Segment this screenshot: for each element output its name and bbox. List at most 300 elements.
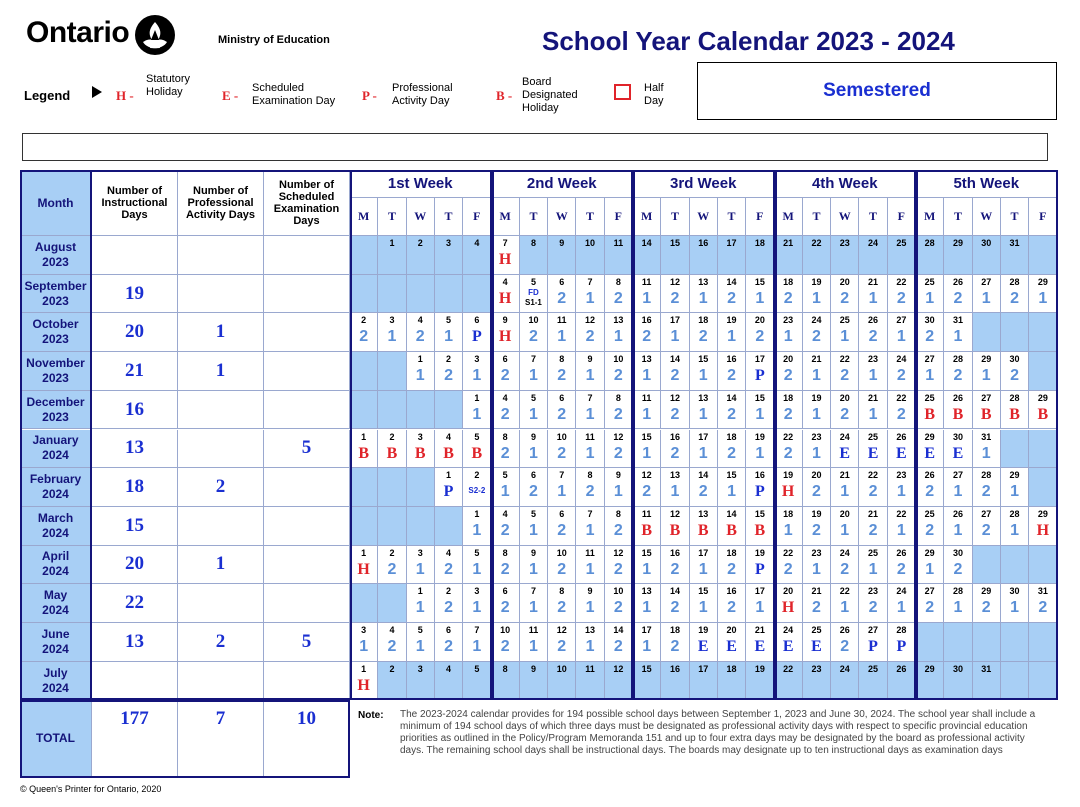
day-cell bbox=[520, 584, 548, 623]
day-number: 14 bbox=[613, 625, 624, 635]
day-cell bbox=[633, 584, 661, 623]
day-code: 1 bbox=[755, 405, 765, 423]
day-code: 2 bbox=[840, 405, 850, 423]
day-number: 29 bbox=[924, 431, 935, 442]
day-code: P bbox=[754, 367, 765, 385]
day-code: 2 bbox=[670, 444, 680, 462]
day-number: 29 bbox=[1037, 392, 1048, 403]
day-cell bbox=[831, 662, 859, 701]
day-number: 16 bbox=[698, 238, 709, 248]
day-code: 2 bbox=[896, 289, 906, 307]
day-code: 2 bbox=[670, 367, 680, 385]
day-cell bbox=[690, 623, 718, 662]
empty-day-cell bbox=[1029, 430, 1057, 469]
day-code: 1 bbox=[472, 599, 482, 617]
day-code: 1 bbox=[1010, 521, 1019, 539]
day-number: 9 bbox=[530, 547, 536, 558]
day-number: 5 bbox=[474, 431, 480, 442]
day-cell bbox=[831, 546, 859, 585]
day-cell bbox=[520, 507, 548, 546]
day-cell bbox=[1001, 507, 1029, 546]
month-year: 2024 bbox=[42, 525, 69, 540]
day-cell bbox=[492, 546, 520, 585]
day-number: 18 bbox=[698, 315, 709, 326]
day-code: 2 bbox=[1010, 289, 1019, 307]
month-name: April bbox=[41, 549, 70, 564]
half-day-swatch bbox=[614, 84, 631, 100]
instructional-days-count: 22 bbox=[92, 584, 178, 623]
day-cell bbox=[520, 468, 548, 507]
day-number: 5 bbox=[474, 547, 480, 558]
pa-days-count bbox=[178, 662, 264, 701]
day-number: 31 bbox=[952, 315, 963, 326]
day-code: 2 bbox=[500, 599, 510, 617]
day-cell bbox=[463, 430, 491, 469]
day-cell bbox=[576, 662, 604, 701]
day-cell bbox=[407, 546, 435, 585]
day-code: B bbox=[358, 444, 369, 462]
day-cell bbox=[350, 313, 378, 352]
day-code: E bbox=[896, 444, 907, 462]
day-number: 30 bbox=[952, 431, 963, 442]
day-cell bbox=[944, 275, 972, 314]
day-cell bbox=[831, 430, 859, 469]
day-code: 2 bbox=[557, 405, 567, 423]
day-code: 2 bbox=[981, 521, 991, 539]
day-cell bbox=[973, 236, 1001, 275]
weekday-header: T bbox=[718, 198, 746, 236]
empty-day-cell bbox=[378, 584, 406, 623]
day-number: 4 bbox=[446, 431, 452, 442]
day-cell bbox=[803, 352, 831, 391]
total-label: TOTAL bbox=[20, 700, 92, 778]
day-code: P bbox=[868, 638, 878, 655]
day-number: 10 bbox=[585, 238, 596, 248]
day-cell bbox=[463, 236, 491, 275]
day-cell bbox=[775, 468, 803, 507]
day-cell bbox=[718, 623, 746, 662]
day-number: 22 bbox=[783, 547, 794, 558]
day-number: 29 bbox=[924, 547, 935, 558]
day-number: 4 bbox=[446, 663, 452, 674]
day-cell bbox=[888, 584, 916, 623]
month-label bbox=[20, 623, 92, 662]
month-year: 2023 bbox=[42, 332, 69, 347]
day-number: 20 bbox=[811, 470, 822, 481]
day-cell bbox=[576, 391, 604, 430]
day-code: E bbox=[782, 638, 794, 655]
day-number: 7 bbox=[530, 586, 536, 597]
day-number: 24 bbox=[896, 354, 907, 365]
day-cell bbox=[888, 313, 916, 352]
day-cell bbox=[576, 275, 604, 314]
day-number: 23 bbox=[896, 470, 907, 481]
day-code: 2 bbox=[783, 444, 793, 462]
day-code: 2 bbox=[557, 521, 567, 539]
day-number: 1 bbox=[389, 238, 395, 248]
day-number: 17 bbox=[726, 238, 737, 248]
day-code: 2 bbox=[500, 405, 510, 423]
day-code: 2 bbox=[387, 560, 397, 578]
day-number: 11 bbox=[641, 276, 652, 287]
day-cell bbox=[859, 546, 887, 585]
day-cell bbox=[775, 623, 803, 662]
day-number: 13 bbox=[613, 315, 624, 326]
day-code: 2 bbox=[500, 560, 510, 578]
day-cell bbox=[944, 468, 972, 507]
day-code: 1 bbox=[585, 367, 595, 385]
month-name: January bbox=[32, 433, 79, 448]
day-code: 2 bbox=[642, 328, 652, 346]
day-code: 1 bbox=[472, 521, 482, 539]
day-cell bbox=[661, 546, 689, 585]
day-number: 27 bbox=[981, 276, 992, 287]
day-code: 2 bbox=[557, 599, 567, 617]
day-cell bbox=[859, 430, 887, 469]
empty-day-cell bbox=[350, 236, 378, 275]
day-number: 10 bbox=[500, 625, 511, 635]
day-code: 2 bbox=[613, 405, 623, 423]
copyright-footer: © Queen's Printer for Ontario, 2020 bbox=[20, 784, 162, 794]
day-number: 8 bbox=[502, 663, 508, 674]
instructional-days-count: 20 bbox=[92, 546, 178, 585]
day-number: 25 bbox=[839, 315, 850, 326]
weekday-header: F bbox=[463, 198, 491, 236]
day-number: 26 bbox=[896, 431, 907, 442]
week-header-1: 1st Week bbox=[350, 170, 492, 198]
day-number: 21 bbox=[811, 354, 822, 365]
day-number: 25 bbox=[896, 238, 907, 248]
weekday-header: T bbox=[944, 198, 972, 236]
empty-day-cell bbox=[378, 352, 406, 391]
day-number: 5 bbox=[446, 315, 452, 326]
day-cell bbox=[690, 275, 718, 314]
total-instructional: 177 bbox=[92, 700, 178, 778]
week-header-3: 3rd Week bbox=[633, 170, 775, 198]
day-cell bbox=[888, 468, 916, 507]
day-cell bbox=[661, 430, 689, 469]
day-cell bbox=[605, 313, 633, 352]
day-number: 15 bbox=[754, 392, 765, 403]
weekday-header: M bbox=[775, 198, 803, 236]
day-cell bbox=[746, 662, 774, 701]
day-code: 1 bbox=[528, 367, 538, 385]
day-code: 1 bbox=[981, 367, 991, 385]
day-number: 12 bbox=[556, 625, 567, 635]
month-year: 2023 bbox=[42, 293, 69, 308]
legend-text-pa: Professional Activity Day bbox=[392, 82, 453, 107]
day-number: 2 bbox=[446, 586, 452, 597]
day-cell bbox=[633, 275, 661, 314]
pa-days-count bbox=[178, 584, 264, 623]
day-code: 2 bbox=[528, 328, 538, 346]
day-cell bbox=[888, 391, 916, 430]
day-number: 13 bbox=[641, 586, 652, 597]
empty-day-cell bbox=[378, 507, 406, 546]
day-code: B bbox=[443, 444, 454, 462]
day-cell bbox=[803, 507, 831, 546]
empty-day-cell bbox=[407, 507, 435, 546]
day-code: B bbox=[1037, 405, 1049, 423]
day-number: 17 bbox=[698, 547, 709, 558]
day-code: B bbox=[1009, 405, 1020, 423]
day-code: P bbox=[896, 638, 907, 655]
day-cell bbox=[916, 546, 944, 585]
day-code: 2 bbox=[444, 367, 453, 385]
day-cell bbox=[576, 352, 604, 391]
day-code: P bbox=[754, 483, 765, 501]
day-cell bbox=[944, 662, 972, 701]
day-number: 21 bbox=[839, 470, 850, 481]
day-cell bbox=[803, 430, 831, 469]
day-number: 1 bbox=[417, 586, 423, 597]
day-code: 1 bbox=[755, 289, 765, 307]
day-code: 2 bbox=[727, 444, 736, 462]
day-code: 1 bbox=[925, 289, 935, 307]
day-number: 5 bbox=[417, 625, 423, 635]
total-pa: 7 bbox=[178, 700, 264, 778]
day-number: 29 bbox=[1009, 470, 1020, 481]
day-number: 16 bbox=[726, 586, 737, 597]
day-cell bbox=[746, 275, 774, 314]
day-number: 24 bbox=[811, 315, 822, 326]
ontario-logo-text: Ontario bbox=[26, 16, 130, 49]
day-code: 1 bbox=[755, 599, 765, 617]
day-number: 22 bbox=[783, 663, 794, 674]
pa-days-count bbox=[178, 236, 264, 275]
day-number: 13 bbox=[641, 354, 652, 365]
day-cell bbox=[973, 662, 1001, 701]
day-code: 1 bbox=[840, 521, 850, 539]
day-code: 1 bbox=[642, 599, 652, 617]
day-code: 1 bbox=[811, 444, 821, 462]
day-cell bbox=[775, 507, 803, 546]
day-code: H bbox=[781, 483, 795, 501]
day-cell bbox=[661, 507, 689, 546]
day-code: 1 bbox=[868, 560, 878, 578]
day-code: 2 bbox=[811, 599, 821, 617]
instructional-days-count: 13 bbox=[92, 623, 178, 662]
day-code: 1 bbox=[783, 521, 793, 539]
day-number: 12 bbox=[669, 392, 680, 403]
day-cell bbox=[690, 391, 718, 430]
instructional-days-count: 13 bbox=[92, 430, 178, 469]
month-year: 2024 bbox=[42, 487, 69, 502]
day-number: 3 bbox=[361, 625, 367, 635]
day-cell bbox=[661, 623, 689, 662]
day-number: 17 bbox=[754, 354, 765, 365]
day-number: 27 bbox=[981, 392, 992, 403]
day-code: 2 bbox=[727, 599, 736, 617]
empty-day-cell bbox=[378, 391, 406, 430]
blank-info-bar bbox=[22, 133, 1048, 161]
day-number: 12 bbox=[669, 276, 680, 287]
day-number: 22 bbox=[896, 508, 907, 519]
day-code: 2 bbox=[925, 328, 935, 346]
day-cell bbox=[576, 507, 604, 546]
empty-day-cell bbox=[350, 507, 378, 546]
day-number: 4 bbox=[502, 276, 508, 287]
day-code: 2 bbox=[613, 599, 623, 617]
day-code: E bbox=[867, 444, 879, 462]
day-code: 1 bbox=[896, 521, 906, 539]
day-cell bbox=[605, 391, 633, 430]
day-code: 1 bbox=[557, 483, 567, 501]
day-cell bbox=[576, 468, 604, 507]
day-code: H bbox=[498, 328, 512, 346]
day-cell bbox=[775, 352, 803, 391]
day-code: E bbox=[952, 444, 964, 462]
day-number: 11 bbox=[641, 508, 652, 519]
day-number: 25 bbox=[868, 663, 879, 674]
day-code: 1 bbox=[670, 483, 680, 501]
day-cell bbox=[492, 662, 520, 701]
day-cell bbox=[548, 352, 576, 391]
empty-day-cell bbox=[1029, 623, 1057, 662]
day-number: 30 bbox=[952, 547, 963, 558]
day-code: 1 bbox=[925, 367, 935, 385]
day-number: 3 bbox=[474, 586, 480, 597]
day-number: 25 bbox=[868, 431, 879, 442]
day-number: 24 bbox=[783, 625, 794, 635]
day-code: 1 bbox=[528, 444, 538, 462]
day-cell bbox=[803, 236, 831, 275]
month-name: August bbox=[34, 239, 77, 254]
day-number: 6 bbox=[502, 354, 508, 365]
day-code: 1 bbox=[472, 560, 482, 578]
exam-days-count bbox=[264, 313, 350, 352]
day-cell bbox=[690, 662, 718, 701]
day-number: 23 bbox=[868, 586, 879, 597]
day-code: 2 bbox=[585, 483, 595, 501]
day-cell bbox=[661, 662, 689, 701]
day-code: E bbox=[754, 638, 766, 655]
day-cell bbox=[718, 313, 746, 352]
day-number: 20 bbox=[754, 315, 765, 326]
exam-days-count: 5 bbox=[264, 430, 350, 469]
day-code: 1 bbox=[670, 328, 680, 346]
day-number: 21 bbox=[868, 392, 879, 403]
day-number: 1 bbox=[474, 508, 480, 519]
day-code: 2 bbox=[500, 444, 510, 462]
day-code: 1 bbox=[868, 405, 878, 423]
empty-day-cell bbox=[407, 275, 435, 314]
day-code: 2 bbox=[359, 328, 369, 346]
day-cell bbox=[492, 313, 520, 352]
note-text: The 2023-2024 calendar provides for 194 possible school days between September 1, 2023 and June 30, 2024. The school year shall include a minimum of 194 school days of which three days must be designated as professional activity days with respect to specific provincial education priorities as outlined in the Policy/Program Memoranda 151 and up to four extra days may be designated by the board as professional activity days. The remaining school days shall be instructional days. The boards may designate up to ten instructional days as examination days bbox=[400, 709, 1036, 756]
weekday-header: W bbox=[973, 198, 1001, 236]
day-code: B bbox=[471, 444, 483, 462]
day-cell bbox=[548, 313, 576, 352]
day-code: H bbox=[498, 251, 512, 268]
day-cell bbox=[520, 313, 548, 352]
day-code: 1 bbox=[585, 521, 595, 539]
day-code: 2 bbox=[868, 599, 878, 617]
week-header-2: 2nd Week bbox=[492, 170, 634, 198]
day-cell bbox=[746, 352, 774, 391]
day-number: 24 bbox=[839, 547, 850, 558]
day-cell bbox=[435, 662, 463, 701]
day-cell bbox=[633, 313, 661, 352]
day-number: 20 bbox=[726, 625, 737, 635]
day-number: 26 bbox=[868, 315, 879, 326]
day-cell bbox=[775, 236, 803, 275]
day-cell bbox=[1001, 236, 1029, 275]
day-cell bbox=[1029, 584, 1057, 623]
day-number: 7 bbox=[474, 625, 480, 635]
day-number: 3 bbox=[417, 663, 423, 674]
day-cell bbox=[888, 662, 916, 701]
day-code: 1 bbox=[528, 405, 538, 423]
day-cell bbox=[463, 468, 491, 507]
week-header-4: 4th Week bbox=[775, 170, 917, 198]
day-number: 20 bbox=[783, 586, 794, 597]
day-number: 28 bbox=[1009, 508, 1020, 519]
day-cell bbox=[690, 584, 718, 623]
empty-day-cell bbox=[378, 275, 406, 314]
day-number: 23 bbox=[868, 354, 879, 365]
day-number: 11 bbox=[585, 431, 595, 442]
day-code: 1 bbox=[359, 638, 369, 655]
day-code: 1 bbox=[642, 367, 652, 385]
day-code: 1 bbox=[783, 328, 793, 346]
day-cell bbox=[775, 430, 803, 469]
day-number: 20 bbox=[839, 392, 850, 403]
day-number: 22 bbox=[868, 470, 879, 481]
day-number: 10 bbox=[556, 547, 567, 558]
day-number: 19 bbox=[754, 431, 765, 442]
day-number: 27 bbox=[896, 315, 907, 326]
day-cell bbox=[435, 430, 463, 469]
day-cell bbox=[944, 546, 972, 585]
day-number: 5 bbox=[502, 470, 508, 481]
day-code: 1 bbox=[811, 367, 821, 385]
weekday-header: M bbox=[350, 198, 378, 236]
calendar-grid bbox=[20, 170, 1058, 778]
exam-days-count bbox=[264, 662, 350, 701]
day-cell bbox=[463, 507, 491, 546]
day-number: 16 bbox=[669, 663, 680, 674]
day-cell bbox=[859, 275, 887, 314]
day-cell bbox=[548, 507, 576, 546]
day-number: 12 bbox=[641, 470, 652, 481]
day-code: E bbox=[924, 444, 935, 462]
day-number: 24 bbox=[839, 663, 850, 674]
day-code: H bbox=[781, 599, 795, 617]
day-code: 2 bbox=[557, 444, 567, 462]
day-code: 1 bbox=[698, 599, 708, 617]
day-cell bbox=[435, 313, 463, 352]
day-number: 31 bbox=[981, 663, 992, 674]
legend-text-holiday: Statutory Holiday bbox=[146, 73, 191, 98]
day-number: 16 bbox=[669, 547, 680, 558]
day-code: 1 bbox=[698, 367, 708, 385]
day-number: 2 bbox=[361, 315, 367, 326]
day-number: 11 bbox=[641, 392, 652, 403]
pa-days-count: 2 bbox=[178, 468, 264, 507]
day-number: 28 bbox=[896, 625, 907, 635]
day-code: B bbox=[386, 444, 398, 462]
day-number: 8 bbox=[502, 431, 508, 442]
day-number: 22 bbox=[896, 392, 907, 403]
month-label bbox=[20, 468, 92, 507]
day-number: 4 bbox=[446, 547, 452, 558]
day-number: 8 bbox=[615, 392, 621, 403]
day-code: 2 bbox=[783, 405, 793, 423]
day-code: E bbox=[697, 638, 709, 655]
empty-day-cell bbox=[1001, 546, 1029, 585]
day-code: 2 bbox=[868, 521, 878, 539]
